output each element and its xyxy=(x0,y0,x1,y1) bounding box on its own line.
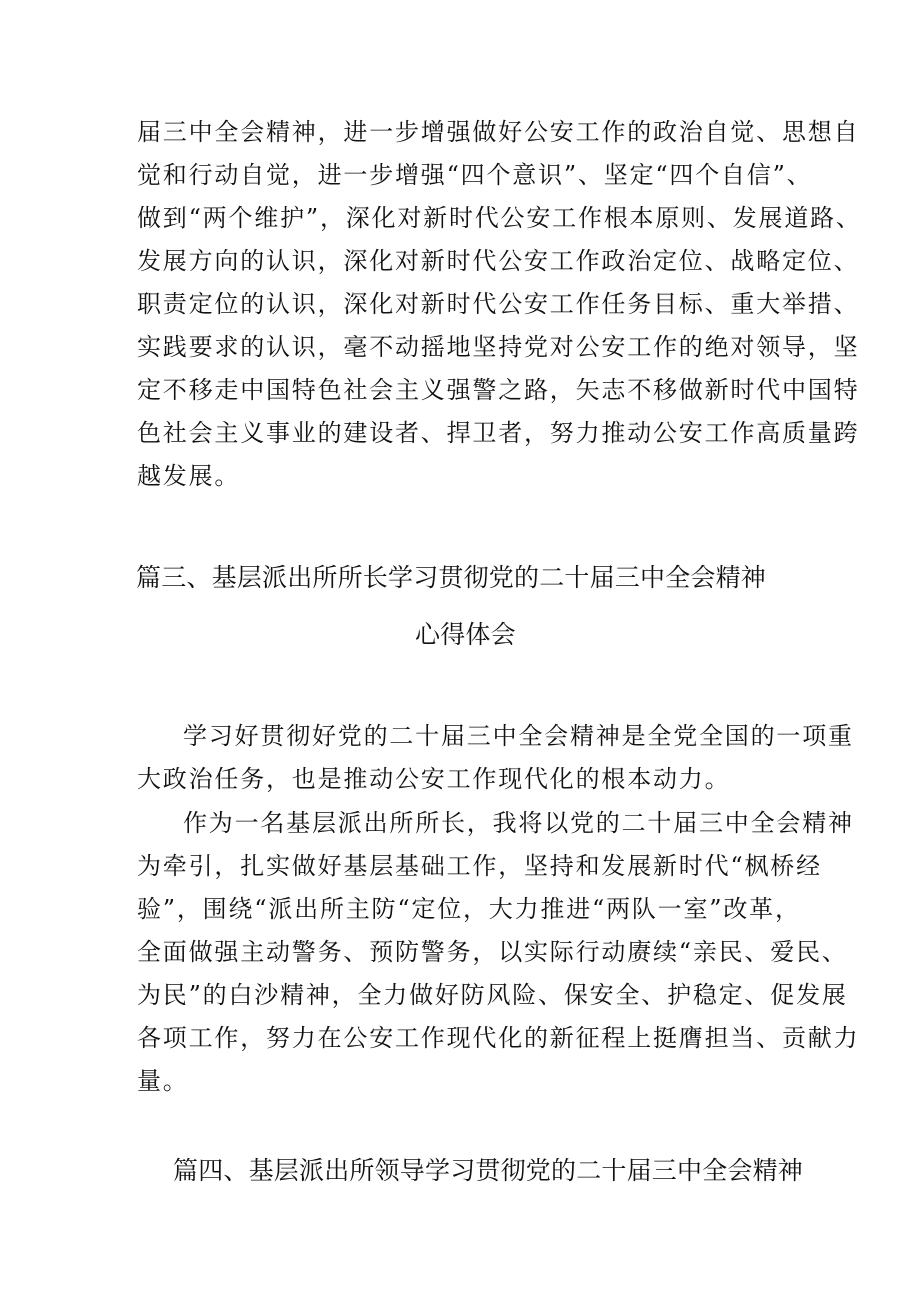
paragraph-line: 各项工作，努力在公安工作现代化的新征程上挺膺担当、贡献力 xyxy=(137,1024,860,1052)
paragraph-line: 觉和行动自觉，进一步增强“四个意识”、坚定“四个自信”、 xyxy=(137,161,813,189)
paragraph-line: 作为一名基层派出所所长，我将以党的二十届三中全会精神 xyxy=(183,809,854,837)
paragraph-line: 职责定位的认识，深化对新时代公安工作任务目标、重大举措、 xyxy=(137,290,860,318)
section3-title-line2: 心得体会 xyxy=(415,620,516,649)
paragraph-line: 发展方向的认识，深化对新时代公安工作政治定位、战略定位、 xyxy=(137,247,860,275)
paragraph-line: 全面做强主动警务、预防警务，以实际行动赓续“亲民、爱民、 xyxy=(137,938,848,966)
paragraph-line: 为牵引，扎实做好基层基础工作，坚持和发展新时代“枫桥经 xyxy=(137,852,822,880)
paragraph-line: 实践要求的认识，毫不动摇地坚持党对公安工作的绝对领导，坚 xyxy=(137,333,860,361)
paragraph-line: 届三中全会精神，进一步增强做好公安工作的政治自觉、思想自 xyxy=(137,118,860,146)
paragraph-line: 学习好贯彻好党的二十届三中全会精神是全党全国的一项重 xyxy=(183,722,854,750)
paragraph-line: 为民”的白沙精神，全力做好防风险、保安全、护稳定、促发展 xyxy=(137,981,848,1009)
paragraph-line: 做到“两个维护”，深化对新时代公安工作根本原则、发展道路、 xyxy=(137,204,862,232)
paragraph-line: 定不移走中国特色社会主义强警之路，矢志不移做新时代中国特 xyxy=(137,376,860,404)
paragraph-line: 量。 xyxy=(137,1067,189,1095)
paragraph-line: 验”，围绕“派出所主防“定位，大力推进“两队一室”改革， xyxy=(137,895,801,923)
paragraph-line: 大政治任务，也是推动公安工作现代化的根本动力。 xyxy=(137,765,731,793)
paragraph-line: 色社会主义事业的建设者、捍卫者，努力推动公安工作高质量跨 xyxy=(137,419,860,447)
section3-title-line1: 篇三、基层派出所所长学习贯彻党的二十届三中全会精神 xyxy=(136,563,767,592)
section4-title-line1: 篇四、基层派出所领导学习贯彻党的二十届三中全会精神 xyxy=(173,1156,804,1185)
paragraph-line: 越发展。 xyxy=(137,462,241,490)
